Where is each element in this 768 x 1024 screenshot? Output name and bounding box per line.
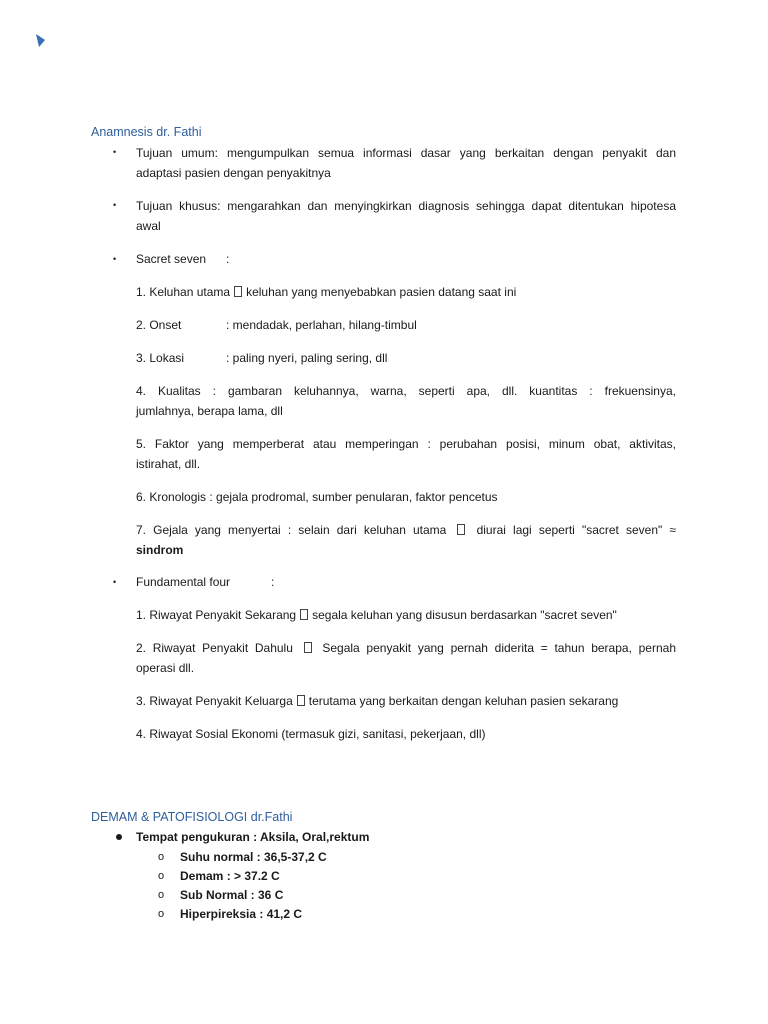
sub-bullet-marker: o [158,889,165,901]
sacret-item-7-label: 7. Gejala yang menyertai : selain dari keluhan utama [136,523,447,537]
sacret-item-1-text: keluhan yang menyebabkan pasien datang saat ini [246,285,517,299]
missing-glyph-icon [457,524,465,535]
section-heading-anamnesis: Anamnesis dr. Fathi [91,125,202,139]
tujuan-khusus-line1: Tujuan khusus: mengarahkan dan menyingkirkan diagnosis sehingga dapat ditentukan hipotesa [136,199,676,213]
missing-glyph-icon [234,286,242,297]
tempat-pengukuran: Tempat pengukuran : Aksila, Oral,rektum [136,830,370,844]
sub-bullet-marker: o [158,870,165,882]
section-heading-demam: DEMAM & PATOFISIOLOGI dr.Fathi [91,810,293,824]
sacret-item-7-line1 [136,522,676,538]
fundamental-item-1 [136,607,617,623]
fundamental-four-colon: : [271,575,275,589]
sacret-item-6: 6. Kronologis : gejala prodromal, sumber penularan, faktor pencetus [136,490,498,504]
fundamental-item-1-label: 1. Riwayat Penyakit Sekarang [136,608,297,622]
sacret-item-2-value: : mendadak, perlahan, hilang-timbul [226,318,417,332]
missing-glyph-icon [304,642,312,653]
fundamental-item-2-text: Segala penyakit yang pernah diderita = tahun berapa, pernah [322,641,676,655]
fundamental-four-label: Fundamental four [136,575,231,589]
sacret-item-4-line1: 4. Kualitas : gambaran keluhannya, warna, seperti apa, dll. kuantitas : frekuensinya, [136,384,676,398]
fundamental-item-2-line1 [136,640,676,656]
tujuan-umum-line2: adaptasi pasien dengan penyakitnya [136,166,331,180]
sacret-item-1 [136,284,516,300]
sacret-seven-label: Sacret seven [136,252,207,266]
bullet-dot: • [113,254,117,264]
sacret-item-5-line1: 5. Faktor yang memperberat atau memperingan : perubahan posisi, minum obat, aktivitas, [136,437,676,451]
sub-bullet-marker: o [158,908,165,920]
tujuan-umum-line1: Tujuan umum: mengumpulkan semua informasi dasar yang berkaitan dengan penyakit dan [136,146,676,160]
sacret-item-1-label: 1. Keluhan utama [136,285,231,299]
fundamental-item-2-label: 2. Riwayat Penyakit Dahulu [136,641,293,655]
tujuan-khusus-line2: awal [136,219,161,233]
sub-item-sub-normal: Sub Normal : 36 C [180,888,284,902]
fundamental-item-3 [136,693,618,709]
sacret-item-7-line2: sindrom [136,543,184,557]
sub-item-demam: Demam : > 37.2 C [180,869,280,883]
bullet-dot [116,834,122,840]
fundamental-item-3-label: 3. Riwayat Penyakit Keluarga [136,694,293,708]
sacret-item-3-value: : paling nyeri, paling sering, dll [226,351,388,365]
bullet-dot: • [113,200,117,210]
fundamental-item-4: 4. Riwayat Sosial Ekonomi (termasuk gizi, sanitasi, pekerjaan, dll) [136,727,486,741]
bullet-dot: • [113,147,117,157]
sub-item-hiperpireksia: Hiperpireksia : 41,2 C [180,907,303,921]
missing-glyph-icon [300,609,308,620]
sacret-item-5-line2: istirahat, dll. [136,457,201,471]
sacret-item-7-text: diurai lagi seperti "sacret seven" ≈ [476,523,676,537]
bullet-dot: • [113,577,117,587]
fundamental-item-2-line2: operasi dll. [136,661,195,675]
sub-bullet-marker: o [158,851,165,863]
sacret-seven-colon: : [226,252,230,266]
sacret-item-4-line2: jumlahnya, berapa lama, dll [136,404,283,418]
corner-triangle-icon [34,34,46,48]
fundamental-item-3-text: terutama yang berkaitan dengan keluhan pasien sekarang [308,694,619,708]
fundamental-item-1-text: segala keluhan yang disusun berdasarkan "sacret seven" [312,608,617,622]
sacret-item-2-label: 2. Onset [136,318,182,332]
sub-item-suhu-normal: Suhu normal : 36,5-37,2 C [180,850,327,864]
missing-glyph-icon [297,695,305,706]
sacret-item-3-label: 3. Lokasi [136,351,185,365]
